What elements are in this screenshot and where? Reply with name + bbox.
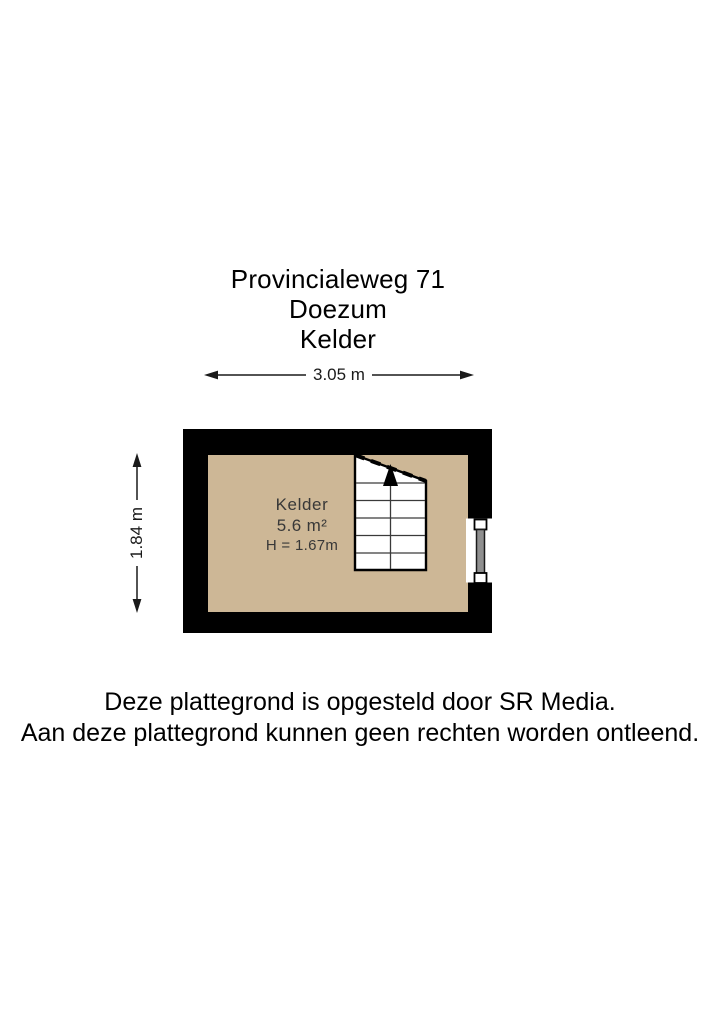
arrowhead-up-icon — [133, 453, 142, 467]
window-frame-top — [475, 520, 487, 530]
window-glass — [477, 530, 485, 574]
arrowhead-down-icon — [133, 599, 142, 613]
title-address: Provincialeweg 71 — [230, 264, 446, 294]
width-dimension-label: 3.05 m — [203, 365, 475, 384]
window-frame-bottom — [475, 573, 487, 583]
disclaimer-line2: Aan deze plattegrond kunnen geen rechten worden ontleend. — [20, 719, 700, 747]
window — [466, 519, 492, 584]
room-name: Kelder — [275, 495, 329, 514]
title-city: Doezum — [288, 294, 387, 324]
room-label — [266, 494, 338, 556]
height-dimension-label: 1.84 m — [127, 500, 147, 566]
title-floor: Kelder — [299, 324, 377, 354]
plan-title-block — [178, 264, 498, 354]
disclaimer — [0, 687, 720, 749]
room-area: 5.6 m² — [276, 516, 328, 535]
room-ceiling-height: H = 1.67m — [265, 537, 339, 554]
disclaimer-line1: Deze plattegrond is opgesteld door SR Media. — [104, 688, 616, 716]
